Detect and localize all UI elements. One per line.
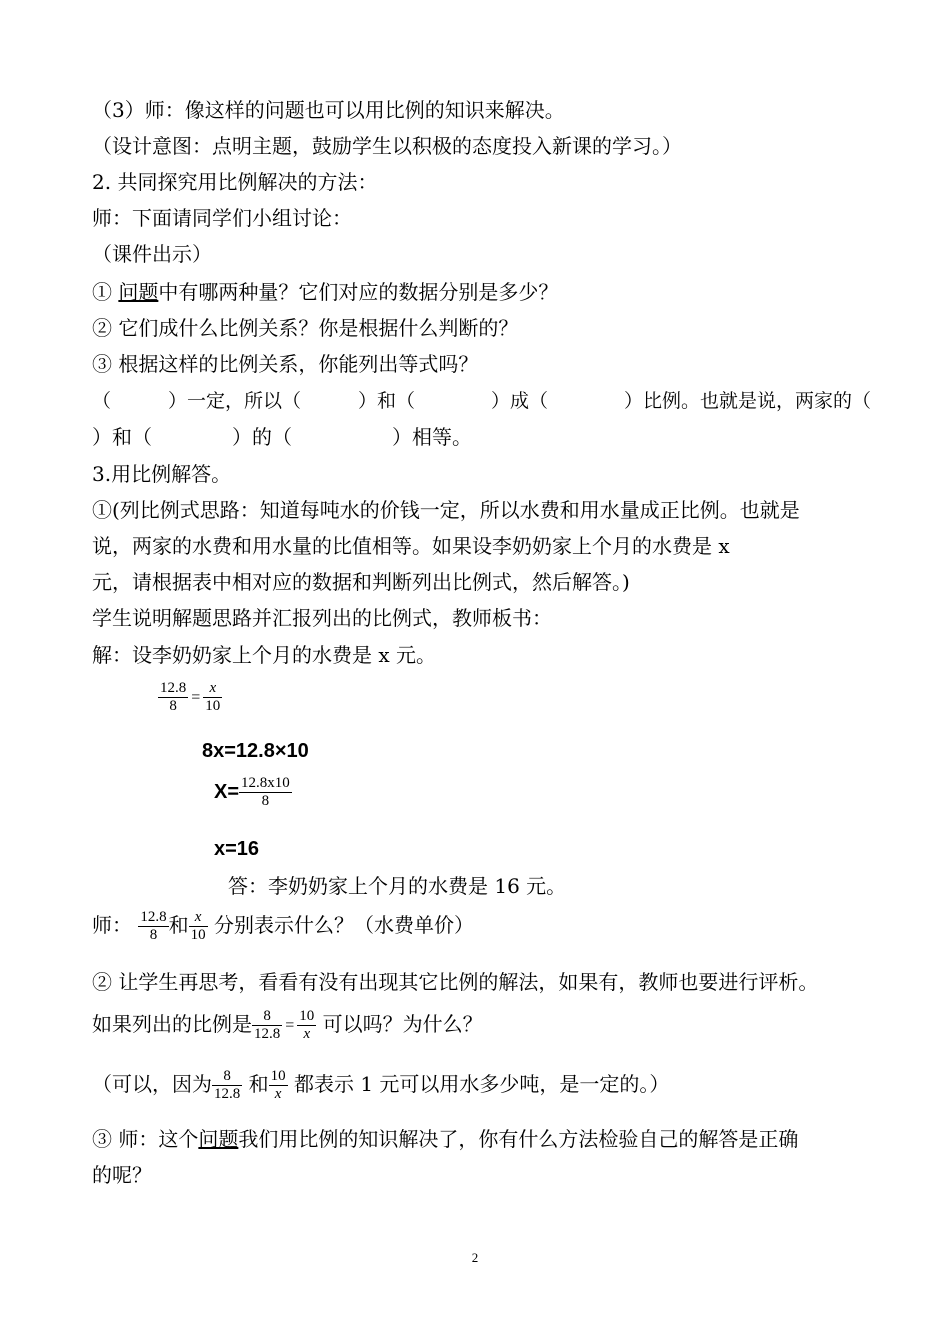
proportion-equation [158,680,222,715]
question-check-answer-cont: 的呢？ [92,1163,152,1187]
fraction-10-over-x: $\frac{10}{x}$ [299,1008,315,1042]
teacher-question-fractions: 师： $\frac{12.8}{8}$ 和 $\frac{x}{10}$ 分别表示什么？（水费单价） [92,909,474,943]
solution-step-2: X= $\frac{12.8x10}{8}$ [214,775,290,809]
fraction-8-over-12-8-inline: $\frac{8}{12.8}$ [214,1068,241,1102]
paragraph-teacher-intro: （3）师：像这样的问题也可以用比例的知识来解决。 [92,98,565,122]
question-1-text: 中有哪两种量？它们对应的数据分别是多少？ [158,280,559,304]
fraction-12-8-over-8: $\frac{12.8}{8}$ [160,680,187,714]
solution-answer: 答：李奶奶家上个月的水费是 16 元。 [228,874,567,898]
question-alternative-methods: ② 让学生再思考，看看有没有出现其它比例的解法，如果有，教师也要进行评析。 [92,970,819,994]
page-number: 2 [471,1250,479,1265]
paragraph-ratio-idea-2: 说，两家的水费和用水量的比值相等。如果设李奶奶家上个月的水费是 x [92,534,730,558]
paragraph-courseware: （课件出示） [92,242,212,266]
paragraph-group-discussion: 师：下面请同学们小组讨论： [92,206,352,230]
heading-section-2: 2. 共同探究用比例解决的方法： [92,170,378,194]
question-1-underlined: 问题 [118,280,159,304]
paragraph-solution-setup: 解：设李奶奶家上个月的水费是 x 元。 [92,643,436,667]
fraction-x-over-10: $\frac{x}{10}$ [205,680,221,714]
fraction-12-8-over-8-inline: $\frac{12.8}{8}$ [140,909,167,943]
fraction-12-8x10-over-8: $\frac{12.8x10}{8}$ [241,775,290,809]
solution-step-1: 8x=12.8×10 [202,740,309,762]
paragraph-design-intent: （设计意图：点明主题，鼓励学生以积极的态度投入新课的学习。） [92,134,682,158]
question-3: ③ 根据这样的比例关系，你能列出等式吗？ [92,352,479,376]
question-check-answer: ③ 师：这个问题我们用比例的知识解决了，你有什么方法检验自己的解答是正确 [92,1127,799,1151]
fraction-x-over-10-inline: $\frac{x}{10}$ [190,909,206,943]
question-1 [92,279,558,305]
answer-alternative-proportion: （可以，因为 $\frac{8}{12.8}$ 和 $\frac{10}{x}$ 都表示 1 元可以用水多少吨，是一定的。） [92,1068,670,1102]
solution-step-3: x=16 [214,838,260,860]
fill-blank-line-2: ）和（ ）的（ ）相等。 [92,425,472,449]
paragraph-students-report: 学生说明解题思路并汇报列出的比例式，教师板书： [92,606,552,630]
fraction-8-over-12-8: $\frac{8}{12.8}$ [254,1008,281,1042]
fill-blank-line-1: （ ）一定，所以（ ）和（ ）成（ ）比例。也就是说，两家的（ [92,390,872,412]
question-alternative-proportion: 如果列出的比例是 $\frac{8}{12.8}$ = $\frac{10}{x}$ 可以吗？为什么？ [92,1008,483,1042]
question-2: ② 它们成什么比例关系？你是根据什么判断的？ [92,316,519,340]
fraction-10-over-x-inline: $\frac{10}{x}$ [270,1068,286,1102]
paragraph-ratio-idea-3: 元，请根据表中相对应的数据和判断列出比例式，然后解答。) [92,570,630,594]
heading-section-3: 3.用比例解答。 [92,462,232,486]
equals-sign: = [191,688,201,706]
question-check-underlined: 问题 [198,1127,239,1151]
question-1-marker: ① [92,280,112,304]
paragraph-ratio-idea-1: ①(列比例式思路：知道每吨水的价钱一定，所以水费和用水量成正比例。也就是 [92,498,800,522]
